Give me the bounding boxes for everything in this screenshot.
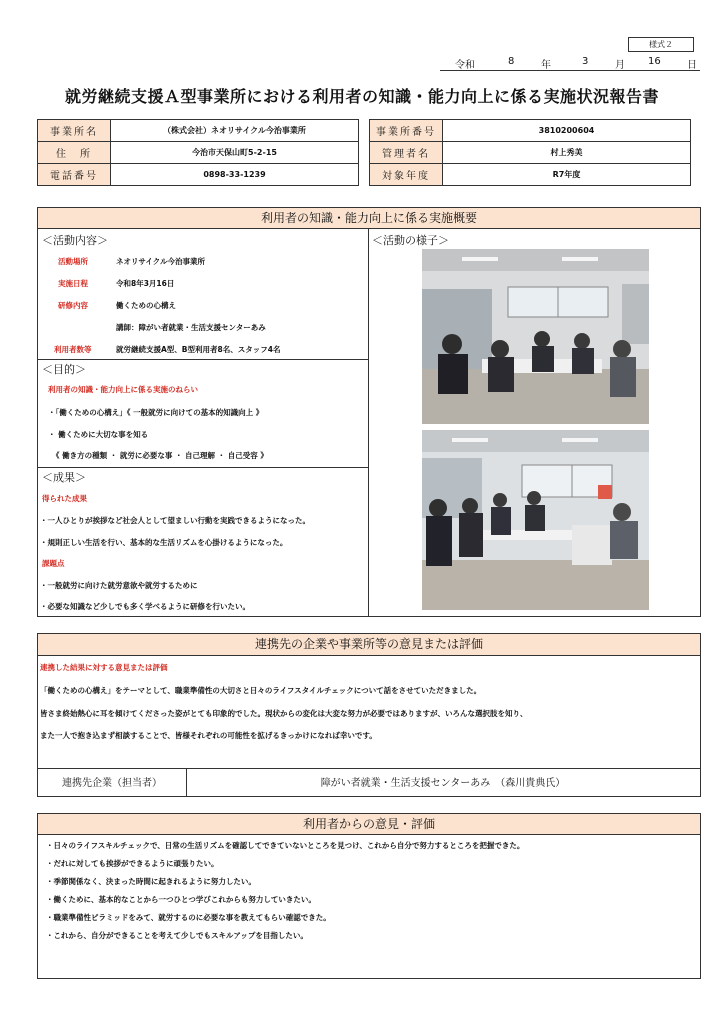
- overview-section: [37, 207, 701, 617]
- manager-value: 村上秀美: [443, 142, 691, 164]
- lecturer-value: 講師：障がい者就業・生活支援センターあみ: [116, 323, 266, 332]
- date-year: 8: [508, 56, 515, 67]
- feedback-header: 利用者からの意見・評価: [38, 814, 700, 835]
- purpose-title: ＜目的＞: [42, 363, 86, 376]
- partner-divider: [38, 768, 700, 769]
- date-month-unit: 月: [615, 60, 625, 71]
- activity-photo-2: [422, 430, 649, 610]
- users-label: 利用者数等: [54, 345, 92, 354]
- training-content-value: 働くための心構え: [116, 301, 176, 310]
- page-title: 就労継続支援Ａ型事業所における利用者の知識・能力向上に係る実施状況報告書: [64, 87, 659, 106]
- date-month: 3: [582, 56, 589, 67]
- place-value: ネオリサイクル今治事業所: [116, 257, 205, 266]
- result-item-2: ・規則正しい生活を行い、基本的な生活リズムを心掛けるようになった。: [40, 538, 288, 547]
- purpose-item-2: ・ 働くために大切な事を知る: [48, 430, 149, 439]
- date-year-unit: 年: [541, 60, 551, 71]
- form-number-label: 様式２: [628, 37, 694, 52]
- photo-title: ＜活動の様子＞: [372, 234, 449, 247]
- address-value: 今治市天保山町5-2-15: [111, 142, 359, 164]
- address-label: 住 所: [38, 142, 111, 164]
- phone-value: 0898-33-1239: [111, 164, 359, 186]
- business-name-value: （株式会社）ネオリサイクル今治事業所: [111, 120, 359, 142]
- purpose-item-3: 《 働き方の種類 ・ 就労に必要な事 ・ 自己理解 ・ 自己受容 》: [52, 451, 268, 460]
- business-number-value: 3810200604: [443, 120, 691, 142]
- purpose-divider: [38, 359, 368, 360]
- partner-line-3: また一人で抱き込まず相談することで、皆様それぞれの可能性を拡げるきっかけになれば幸いです。: [40, 731, 377, 740]
- feedback-item: ・季節関係なく、決まった時間に起きれるように努力したい。: [46, 877, 256, 886]
- date-day: 16: [648, 56, 661, 67]
- info-table-left: [37, 119, 359, 186]
- date-era: 令和: [455, 60, 475, 71]
- feedback-item: ・これから、自分ができることを考えて少しでもスキルアップを目指したい。: [46, 931, 308, 940]
- feedback-item: ・職業準備性ピラミッドをみて、就労するのに必要な事を教えてもらい確認できた。: [46, 913, 331, 922]
- result-title: ＜成果＞: [42, 471, 86, 484]
- partner-line-1: 「働くための心構え」をテーマとして、職業準備性の大切さと日々のライフスタイルチェックについて話をさせていただきました。: [40, 686, 482, 695]
- schedule-value: 令和8年3月16日: [116, 279, 175, 288]
- business-number-label: 事業所番号: [370, 120, 443, 142]
- manager-label: 管理者名: [370, 142, 443, 164]
- info-table-right: [369, 119, 691, 186]
- result-divider: [38, 467, 368, 468]
- issue-subtitle: 課題点: [42, 559, 65, 568]
- schedule-label: 実施日程: [58, 279, 88, 288]
- date-underline: [440, 70, 700, 71]
- issue-item-2: ・必要な知識など少しでも多く学べるように研修を行いたい。: [40, 602, 250, 611]
- activity-title: ＜活動内容＞: [42, 234, 108, 247]
- feedback-item: ・働くために、基本的なことから一つひとつ学びこれからも努力していきたい。: [46, 895, 316, 904]
- activity-photo-1: [422, 249, 649, 424]
- overview-divider: [368, 228, 369, 616]
- partner-company-value: 障がい者就業・生活支援センターあみ （森川貴典氏）: [320, 778, 566, 789]
- business-name-label: 事業所名: [38, 120, 111, 142]
- partner-company-label: 連携先企業（担当者）: [62, 778, 162, 789]
- purpose-item-1: ・「働くための心構え」《 一般就労に向けての基本的知識向上 》: [48, 408, 264, 417]
- partner-section: [37, 633, 701, 797]
- target-year-value: R7年度: [443, 164, 691, 186]
- users-value: 就労継続支援A型、B型利用者8名、スタッフ4名: [116, 345, 281, 354]
- feedback-item: ・日々のライフスキルチェックで、日常の生活リズムを確認してできていないところを見つけ、これから自分で努力するところを把握できた。: [46, 841, 525, 850]
- target-year-label: 対象年度: [370, 164, 443, 186]
- place-label: 活動場所: [58, 257, 88, 266]
- partner-subtitle: 連携した結果に対する意見または評価: [40, 663, 168, 672]
- phone-label: 電話番号: [38, 164, 111, 186]
- feedback-item: ・だれに対しても挨拶ができるように頑張りたい。: [46, 859, 219, 868]
- overview-header: 利用者の知識・能力向上に係る実施概要: [38, 208, 700, 229]
- result-subtitle: 得られた成果: [42, 494, 87, 503]
- purpose-subtitle: 利用者の知識・能力向上に係る実施のねらい: [48, 385, 198, 394]
- training-content-label: 研修内容: [58, 301, 88, 310]
- result-item-1: ・一人ひとりが挨拶など社会人として望ましい行動を実践できるようになった。: [40, 516, 310, 525]
- issue-item-1: ・一般就労に向けた就労意欲や就労するために: [40, 581, 198, 590]
- partner-line-2: 皆さま終始熱心に耳を傾けてくださった姿がとても印象的でした。現状からの変化は大変な努力が必要ではありますが、いろんな選択肢を知り、: [40, 709, 528, 718]
- date-day-unit: 日: [687, 60, 697, 71]
- partner-header: 連携先の企業や事業所等の意見または評価: [38, 634, 700, 656]
